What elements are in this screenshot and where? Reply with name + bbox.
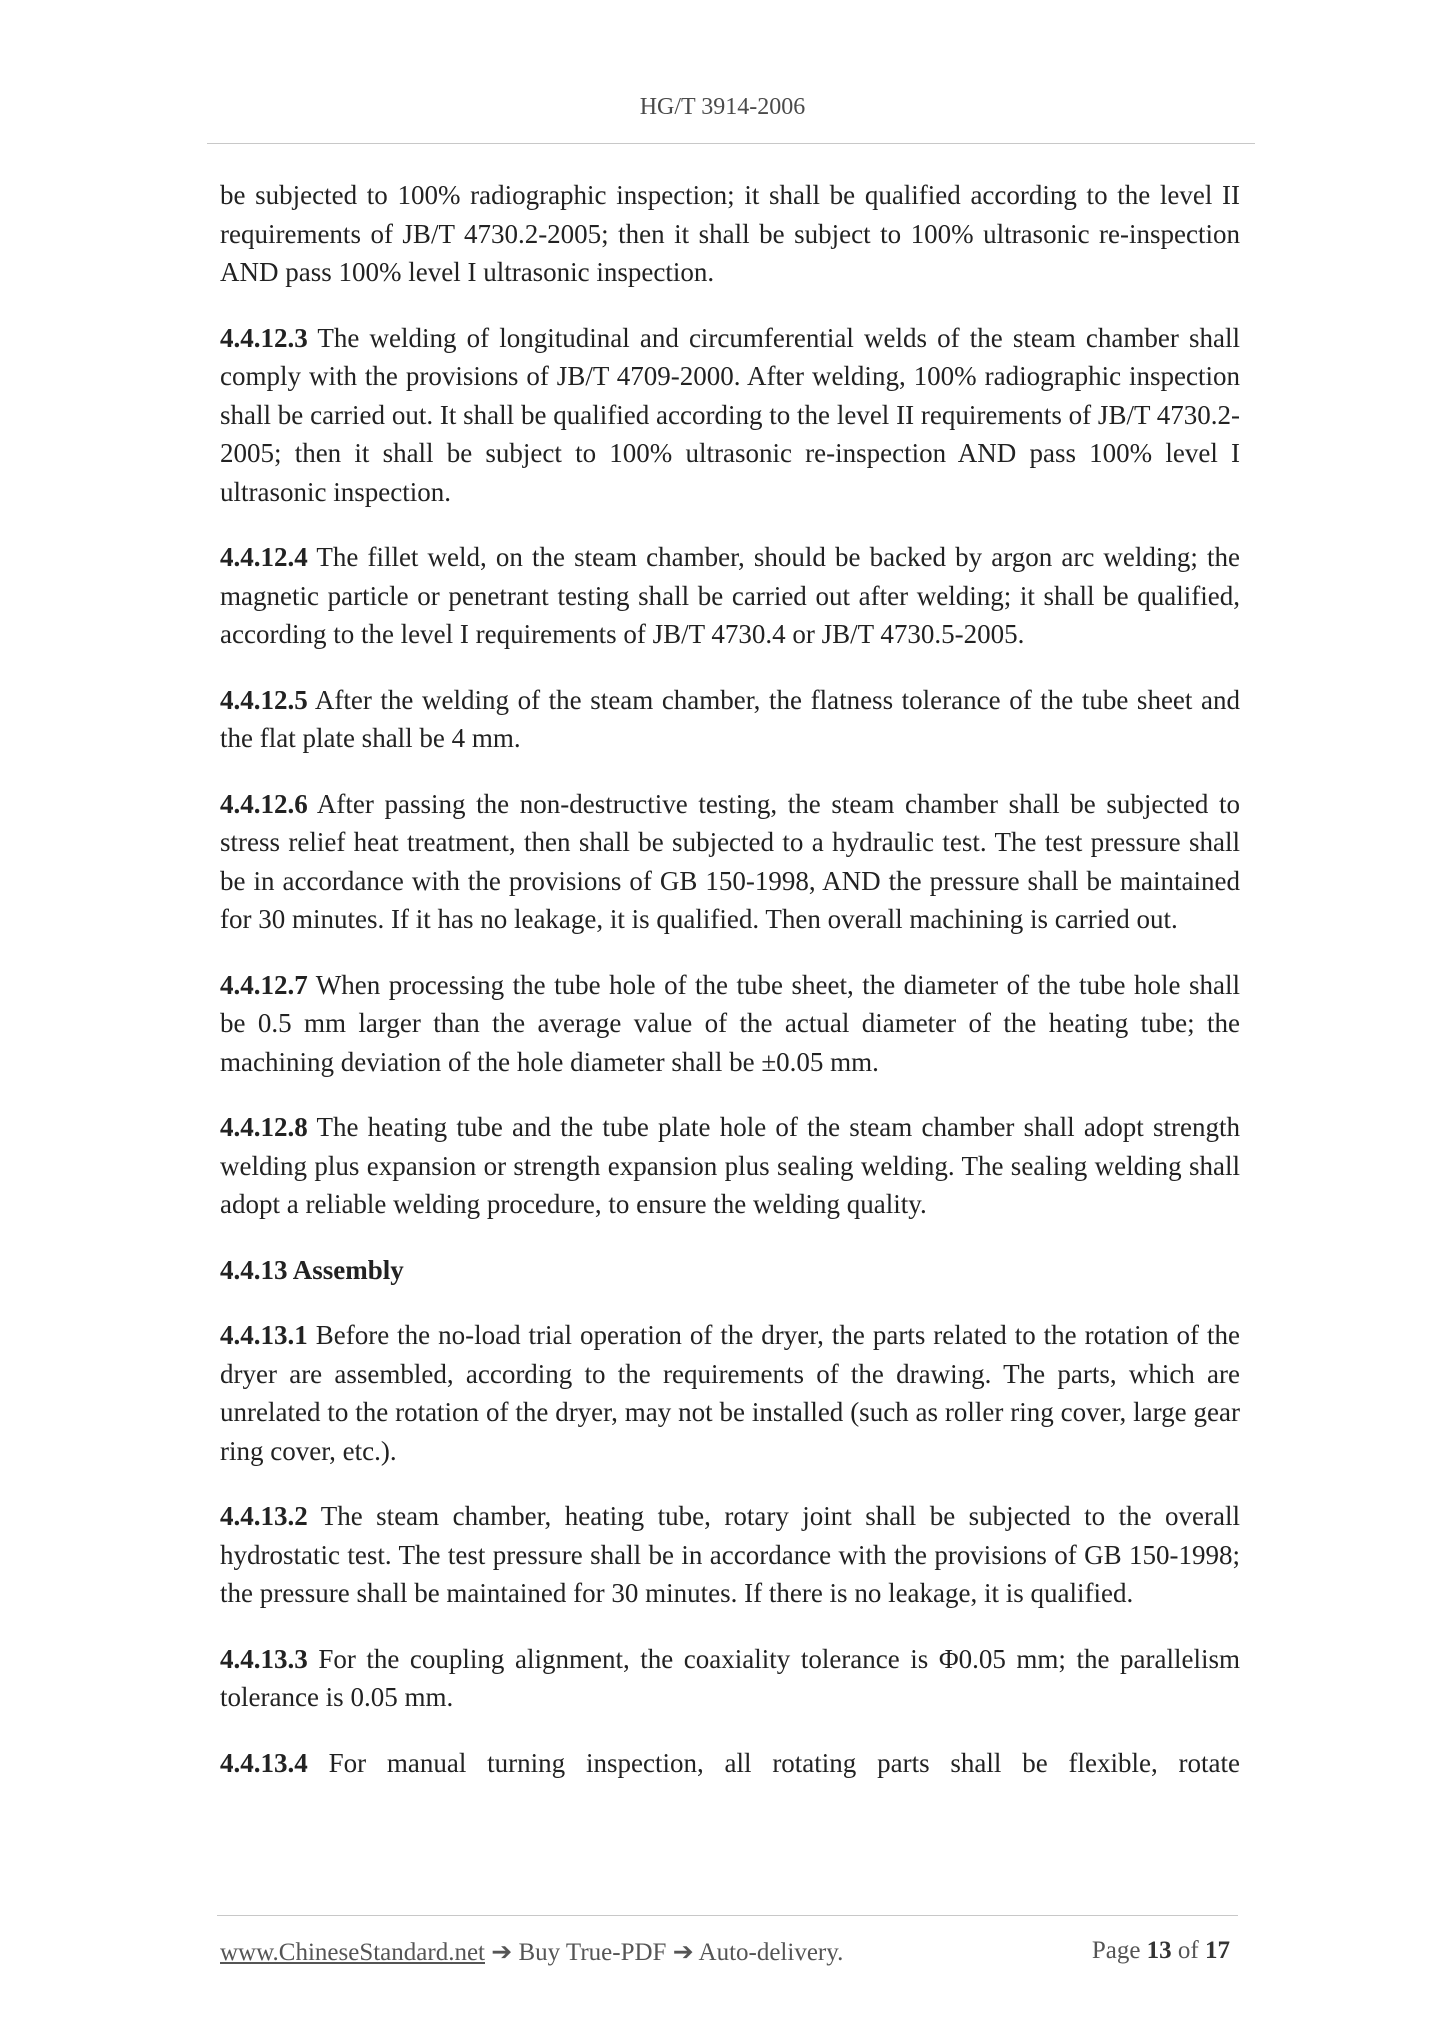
arrow-right-icon: ➔ xyxy=(491,1939,513,1966)
clause-text: The fillet weld, on the steam chamber, should be backed by argon arc welding; the magnetic particle or penetrant testing shall be carried out after welding; it shall be qualified, according to the level I requirements of JB/T 4730.4 or JB/T 4730.5-2005. xyxy=(220,542,1240,649)
clause-4-4-12-5 xyxy=(220,681,1240,758)
clause-text: When processing the tube hole of the tube sheet, the diameter of the tube hole shall be 0.5 mm larger than the average value of the actual diameter of the heating tube; the machining deviation of the hole diameter shall be ±0.05 mm. xyxy=(220,969,1240,1077)
clause-4-4-13-1 xyxy=(220,1316,1240,1470)
clause-number: 4.4.12.7 xyxy=(220,969,308,1000)
clause-4-4-12-3 xyxy=(220,319,1240,512)
page-label: Page xyxy=(1091,1937,1141,1964)
clause-text: After the welding of the steam chamber, the flatness tolerance of the tube sheet and the flat plate shall be 4 mm. xyxy=(220,684,1240,753)
auto-delivery-text: Auto-delivery. xyxy=(698,1939,844,1966)
clause-text: For manual turning inspection, all rotating parts shall be flexible, rotate xyxy=(328,1747,1240,1778)
clause-4-4-13-3 xyxy=(220,1640,1240,1717)
of-label: of xyxy=(1177,1937,1199,1964)
clause-number: 4.4.13.4 xyxy=(220,1747,308,1778)
clause-text: The steam chamber, heating tube, rotary joint shall be subjected to the overall hydrostatic test. The test pressure shall be in accordance with the provisions of GB 150-1998; the pressure shall be maintained for 30 minutes. If there is no leakage, it is qualified. xyxy=(220,1501,1240,1608)
clause-text: Before the no-load trial operation of the dryer, the parts related to the rotation of the dryer are assembled, according to the requirements of the drawing. The parts, which are unrelated to the rotation of the dryer, may not be installed (such as roller ring cover, large gear ring cover, etc.). xyxy=(220,1320,1240,1466)
clause-4-4-13-2 xyxy=(220,1497,1240,1613)
page-indicator xyxy=(1092,1937,1230,1965)
document-body xyxy=(220,176,1240,1809)
clause-4-4-12-4 xyxy=(220,538,1240,654)
footer-promo xyxy=(220,1937,843,1967)
clause-number: 4.4.12.6 xyxy=(220,788,308,819)
clause-text: After passing the non-destructive testing, the steam chamber shall be subjected to stress relief heat treatment, then shall be subjected to a hydraulic test. The test pressure shall be in accordance with the provisions of GB 150-1998, AND the pressure shall be maintained for 30 minutes. If it has no leakage, it is qualified. Then overall machining is carried out. xyxy=(220,788,1240,934)
paragraph-continuation xyxy=(220,176,1240,292)
buy-true-pdf-text: Buy True-PDF xyxy=(518,1939,667,1966)
clause-4-4-12-8 xyxy=(220,1108,1240,1224)
clause-4-4-12-7 xyxy=(220,966,1240,1082)
clause-number: 4.4.13.3 xyxy=(220,1643,308,1674)
clause-text: The welding of longitudinal and circumferential welds of the steam chamber shall comply with the provisions of JB/T 4709-2000. After welding, 100% radiographic inspection shall be carried out. It shall be qualified according to the level II requirements of JB/T 4730.2-2005; then it shall be subject to 100% ultrasonic re-inspection AND pass 100% level I ultrasonic inspection. xyxy=(220,322,1240,507)
footer-divider xyxy=(217,1915,1238,1916)
clause-number: 4.4.13.2 xyxy=(220,1501,308,1531)
clause-number: 4.4.12.3 xyxy=(220,322,308,353)
clause-text: The heating tube and the tube plate hole of the steam chamber shall adopt strength welding plus expansion or strength expansion plus sealing welding. The sealing welding shall adopt a reliable welding procedure, to ensure the welding quality. xyxy=(220,1112,1240,1219)
current-page-number: 13 xyxy=(1146,1937,1172,1964)
clause-number: 4.4.13.1 xyxy=(220,1320,308,1350)
paragraph-text: be subjected to 100% radiographic inspection; it shall be qualified according to the level II requirements of JB/T 4730.2-2005; then it shall be subject to 100% ultrasonic re-inspection AND pass 100% level I ultrasonic inspection. xyxy=(220,180,1240,287)
clause-number: 4.4.12.5 xyxy=(220,684,308,715)
clause-number: 4.4.12.8 xyxy=(220,1112,308,1142)
section-heading-assembly: 4.4.13 Assembly xyxy=(220,1254,404,1285)
header-divider xyxy=(207,143,1255,144)
clause-number: 4.4.12.4 xyxy=(220,542,308,572)
total-pages: 17 xyxy=(1205,1937,1230,1964)
document-header-title: HG/T 3914-2006 xyxy=(639,94,806,120)
website-link[interactable]: www.ChineseStandard.net xyxy=(220,1939,485,1966)
arrow-right-icon: ➔ xyxy=(672,1939,694,1966)
clause-4-4-13-4 xyxy=(220,1744,1240,1783)
clause-4-4-12-6 xyxy=(220,785,1240,939)
clause-text: For the coupling alignment, the coaxiality tolerance is Φ0.05 mm; the parallelism tolerance is 0.05 mm. xyxy=(220,1643,1240,1712)
